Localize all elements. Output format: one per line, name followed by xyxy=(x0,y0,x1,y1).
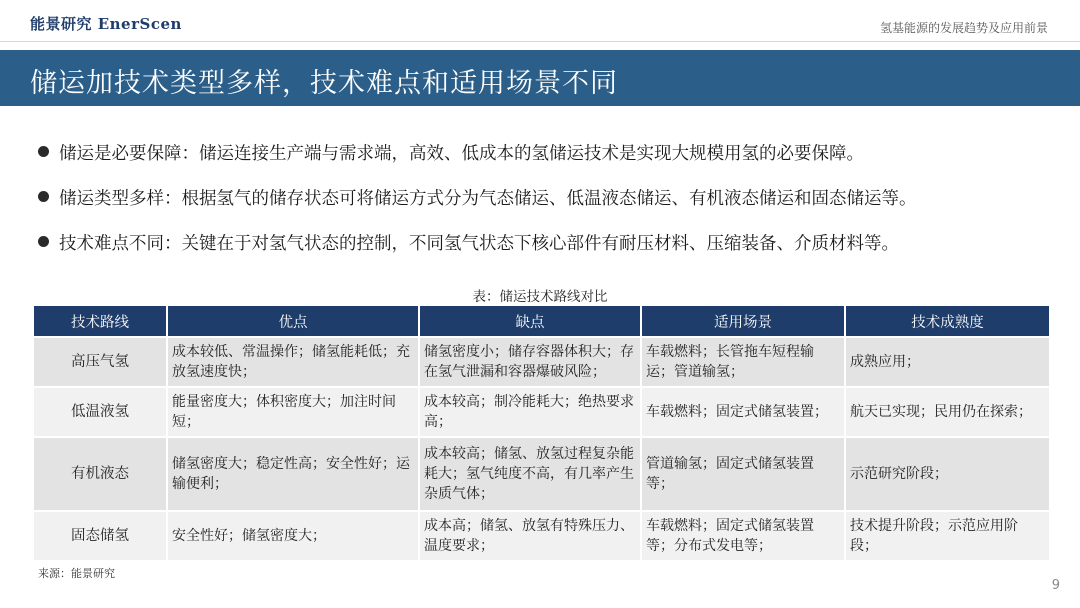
table-cell: 成本较高；储氢、放氢过程复杂能耗大；氢气纯度不高，有几率产生杂质气体； xyxy=(419,437,641,511)
table-caption: 表：储运技术路线对比 xyxy=(472,289,608,305)
bullet-text: 储运类型多样：根据氢气的储存状态可将储运方式分为气态储运、低温液态储运、有机液态储运和固态储运等。 xyxy=(59,189,917,209)
table-cell: 成本高；储氢、放氢有特殊压力、温度要求； xyxy=(419,511,641,561)
table-row xyxy=(33,437,1050,511)
source-note: 来源：能景研究 xyxy=(38,567,115,580)
column-header: 技术成熟度 xyxy=(845,305,1050,337)
table-cell-route: 低温液氢 xyxy=(33,387,167,437)
bullet-text: 储运是必要保障：储运连接生产端与需求端，高效、低成本的氢储运技术是实现大规模用氢的必要保障。 xyxy=(59,144,864,164)
table-cell: 安全性好；储氢密度大； xyxy=(167,511,419,561)
column-header: 技术路线 xyxy=(33,305,167,337)
column-header: 适用场景 xyxy=(641,305,845,337)
bullet-list xyxy=(38,140,1058,275)
table-cell: 成熟应用； xyxy=(845,337,1050,387)
brand-logo: 能景研究 EnerScen xyxy=(30,15,182,33)
bullet-dot-icon xyxy=(38,191,49,202)
bullet-item xyxy=(38,140,1058,185)
column-header: 优点 xyxy=(167,305,419,337)
page-number: 9 xyxy=(1051,578,1060,593)
table-row xyxy=(33,511,1050,561)
table-cell: 储氢密度小；储存容器体积大；存在氢气泄漏和容器爆破风险； xyxy=(419,337,641,387)
slide-title: 储运加技术类型多样，技术难点和适用场景不同 xyxy=(30,68,618,99)
bullet-item xyxy=(38,230,1058,275)
report-subject: 氢基能源的发展趋势及应用前景 xyxy=(879,21,1048,35)
bullet-dot-icon xyxy=(38,146,49,157)
table-cell: 技术提升阶段；示范应用阶段； xyxy=(845,511,1050,561)
table-cell: 航天已实现；民用仍在探索； xyxy=(845,387,1050,437)
table-cell: 车载燃料；固定式储氢装置； xyxy=(641,387,845,437)
table-cell: 成本较低、常温操作；储氢能耗低；充放氢速度快； xyxy=(167,337,419,387)
table-cell: 车载燃料；固定式储氢装置等；分布式发电等； xyxy=(641,511,845,561)
table-cell: 储氢密度大；稳定性高；安全性好；运输便利； xyxy=(167,437,419,511)
table-cell: 成本较高；制冷能耗大；绝热要求高； xyxy=(419,387,641,437)
title-bar xyxy=(0,50,1080,106)
table-header-row xyxy=(33,305,1050,337)
table-cell-route: 高压气氢 xyxy=(33,337,167,387)
table-row xyxy=(33,337,1050,387)
bullet-dot-icon xyxy=(38,236,49,247)
table-cell-route: 固态储氢 xyxy=(33,511,167,561)
table-cell: 能量密度大；体积密度大；加注时间短； xyxy=(167,387,419,437)
table-cell-route: 有机液态 xyxy=(33,437,167,511)
bullet-text: 技术难点不同：关键在于对氢气状态的控制，不同氢气状态下核心部件有耐压材料、压缩装备、介质材料等。 xyxy=(59,234,899,254)
table-row xyxy=(33,387,1050,437)
table-cell: 车载燃料；长管拖车短程输运；管道输氢； xyxy=(641,337,845,387)
header-divider xyxy=(0,41,1080,42)
table-cell: 管道输氢；固定式储氢装置等； xyxy=(641,437,845,511)
bullet-item xyxy=(38,185,1058,230)
column-header: 缺点 xyxy=(419,305,641,337)
comparison-table xyxy=(32,304,1051,562)
table-cell: 示范研究阶段； xyxy=(845,437,1050,511)
